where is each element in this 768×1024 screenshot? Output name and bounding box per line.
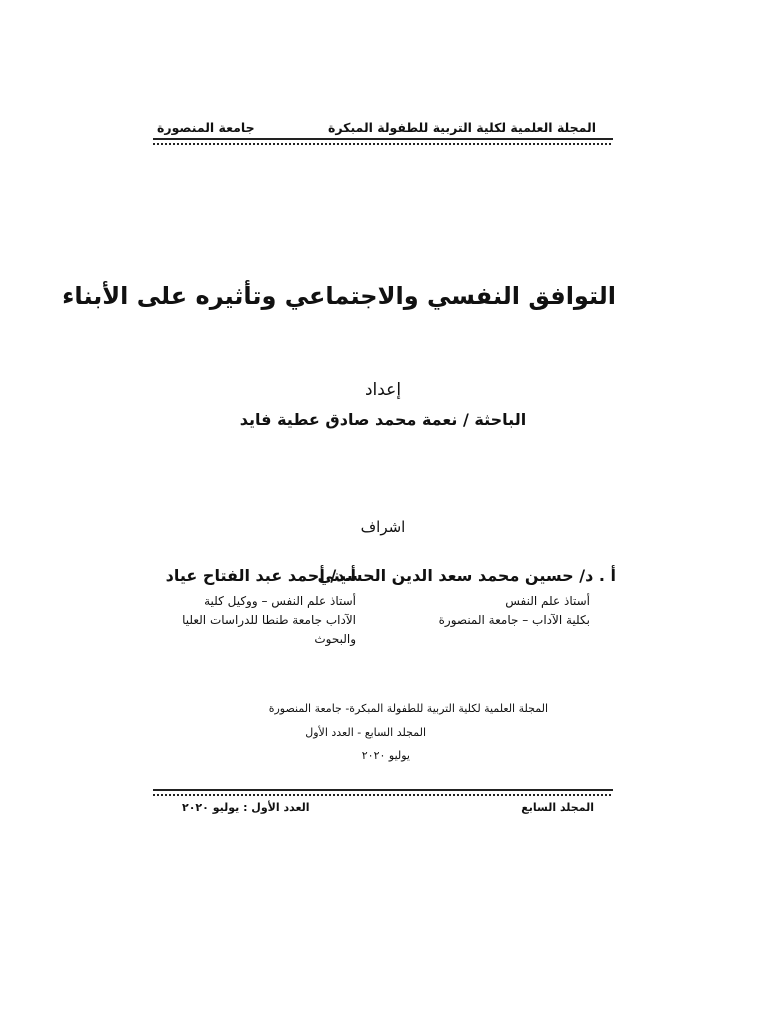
- supervisor-2-name: أ.د/ أحمد عبد الفتاح عياد: [165, 566, 356, 585]
- footer-volume: المجلد السابع: [521, 801, 594, 814]
- supervision-label: اشراف: [360, 518, 406, 536]
- supervisor-2-affiliation: [182, 592, 356, 649]
- paper-title: التوافق النفسي والاجتماعي وتأثيره على الأبناء: [62, 282, 616, 310]
- publication-volume: المجلد السابع - العدد الأول: [305, 726, 426, 739]
- publication-journal: المجلة العلمية لكلية التربية للطفولة المبكرة- جامعة المنصورة: [268, 702, 548, 715]
- journal-header: المجلة العلمية لكلية التربية للطفولة المبكرة: [328, 120, 596, 135]
- university-header: جامعة المنصورة: [157, 120, 255, 135]
- affiliation-line: أستاذ علم النفس – ووكيل كلية: [204, 594, 356, 608]
- affiliation-line: الآداب جامعة طنطا للدراسات العليا: [182, 613, 356, 627]
- affiliation-line: بكلية الآداب – جامعة المنصورة: [438, 613, 590, 627]
- publication-date: يوليو ٢٠٢٠: [361, 749, 410, 762]
- footer-rule: [153, 789, 613, 797]
- researcher-name: الباحثة / نعمة محمد صادق عطية فايد: [239, 410, 527, 429]
- prepared-label: إعداد: [364, 380, 402, 400]
- affiliation-line: أستاذ علم النفس: [505, 594, 590, 608]
- header-rule: [153, 138, 613, 146]
- footer-issue: العدد الأول : يوليو ٢٠٢٠: [182, 801, 310, 814]
- affiliation-line: والبحوث: [314, 632, 356, 646]
- supervisor-1-name: أ . د/ حسين محمد سعد الدين الحسيني: [317, 566, 616, 585]
- supervisor-1-affiliation: [439, 592, 590, 630]
